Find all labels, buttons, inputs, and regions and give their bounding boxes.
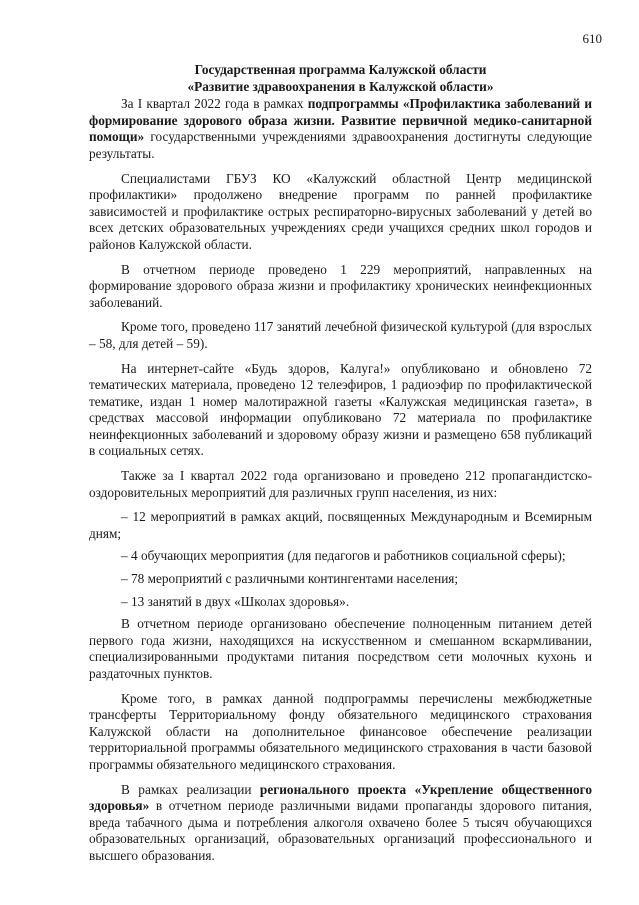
page-number: 610 xyxy=(582,31,602,46)
paragraph-6: Также за I квартал 2022 года организовано и проведено 212 пропагандистско-оздоровительных мероприятий для различных групп населения, из них: xyxy=(89,468,592,500)
paragraph-9-intro: В рамках реализации xyxy=(121,781,260,797)
paragraph-4: Кроме того, проведено 117 занятий лечебной физической культурой (для взрослых – 58, для детей – 59). xyxy=(89,319,592,351)
subprogram-name: подпрограммы «Профилактика заболеваний и формирование здорового образа жизни. Развитие первичной медико-санитарной помощи» xyxy=(89,96,592,145)
document-body xyxy=(89,62,592,865)
paragraph-9-rest: в отчетном периоде различными видами пропаганды здорового питания, вреда табачного дыма и потребления алкоголя охвачено более 5 тысяч обучающихся образовательных организаций, образовательных организаций профессионального и высшего образования. xyxy=(89,798,592,863)
paragraph-3: В отчетном периоде проведено 1 229 мероприятий, направленных на формирование здорового образа жизни и профилактику хронических неинфекционных заболеваний. xyxy=(89,261,592,310)
paragraph-5: На интернет-сайте «Будь здоров, Калуга!» опубликовано и обновлено 72 тематических материала, проведено 12 телеэфиров, 1 радиоэфир по профилактической тематике, издан 1 номер малотиражной газеты «Калужская медицинская газета», в средствах массовой информации опубликовано 72 материала по профилактике неинфекционных заболеваний и здоровому образу жизни и размещено 658 публикаций в социальных сетях. xyxy=(89,360,592,459)
regional-project-name: регионального проекта «Укрепление общественного здоровья» xyxy=(89,781,592,814)
paragraph-1 xyxy=(89,96,592,162)
document-title xyxy=(89,62,592,95)
list-item: – 78 мероприятий с различными контингентами населения; xyxy=(121,571,459,587)
list-item: – 12 мероприятий в рамках акций, посвященных Международным и Всемирным дням; xyxy=(89,509,592,541)
title-line-1: Государственная программа Калужской области xyxy=(194,62,487,77)
paragraph-1-intro: За I квартал 2022 года в рамках xyxy=(121,96,308,112)
paragraph-7: В отчетном периоде организовано обеспечение полноценным питанием детей первого года жизни, находящихся на искусственном и смешанном вскармливании, специализированными продуктами питания посредством сети молочных кухонь и раздаточных пунктов. xyxy=(89,616,592,681)
list-item: – 13 занятий в двух «Школах здоровья». xyxy=(121,593,350,609)
title-line-2: «Развитие здравоохранения в Калужской области» xyxy=(187,78,494,94)
paragraph-8: Кроме того, в рамках данной подпрограммы перечислены межбюджетные трансферты Территориальному фонду обязательного медицинского страхования Калужской области на дополнительное финансовое обеспечение реализации территориальной программы обязательного медицинского страхования в части базовой программы обязательного медицинского страхования. xyxy=(89,690,592,772)
list-item: – 4 обучающих мероприятия (для педагогов и работников социальной сферы); xyxy=(121,548,566,564)
paragraph-1-rest: государственными учреждениями здравоохранения достигнуты следующие результаты. xyxy=(89,129,592,161)
paragraph-9 xyxy=(89,782,592,865)
paragraph-2: Специалистами ГБУЗ КО «Калужский областной Центр медицинской профилактики» продолжено внедрение программ по ранней профилактике зависимостей и профилактике острых респираторно-вирусных заболеваний у детей во всех детских образовательных учреждениях среди учащихся средних школ городов и районов Калужской области. xyxy=(89,170,592,252)
